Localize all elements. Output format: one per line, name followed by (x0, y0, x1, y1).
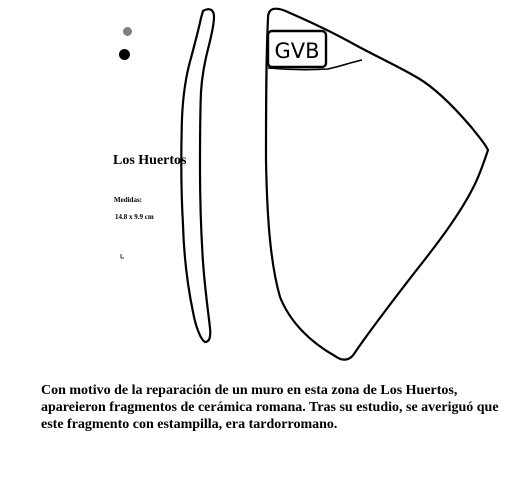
scale-tick (121, 254, 124, 258)
gray-dot (123, 27, 132, 36)
measures-value: 14.8 x 9.9 cm (115, 213, 154, 221)
measures-label: Medidas: (114, 196, 142, 204)
stamp-text: GVB (274, 39, 320, 63)
site-title: Los Huertos (113, 153, 187, 168)
black-dot (119, 49, 130, 60)
sherd-profile-outline (181, 9, 214, 342)
description-paragraph: Con motivo de la reparación de un muro en esta zona de Los Huertos, apareieron fragmentos de cerámica romana. Tras su estudio, se averiguó que este fragmento con estampilla, era tardorromano. (41, 383, 499, 432)
